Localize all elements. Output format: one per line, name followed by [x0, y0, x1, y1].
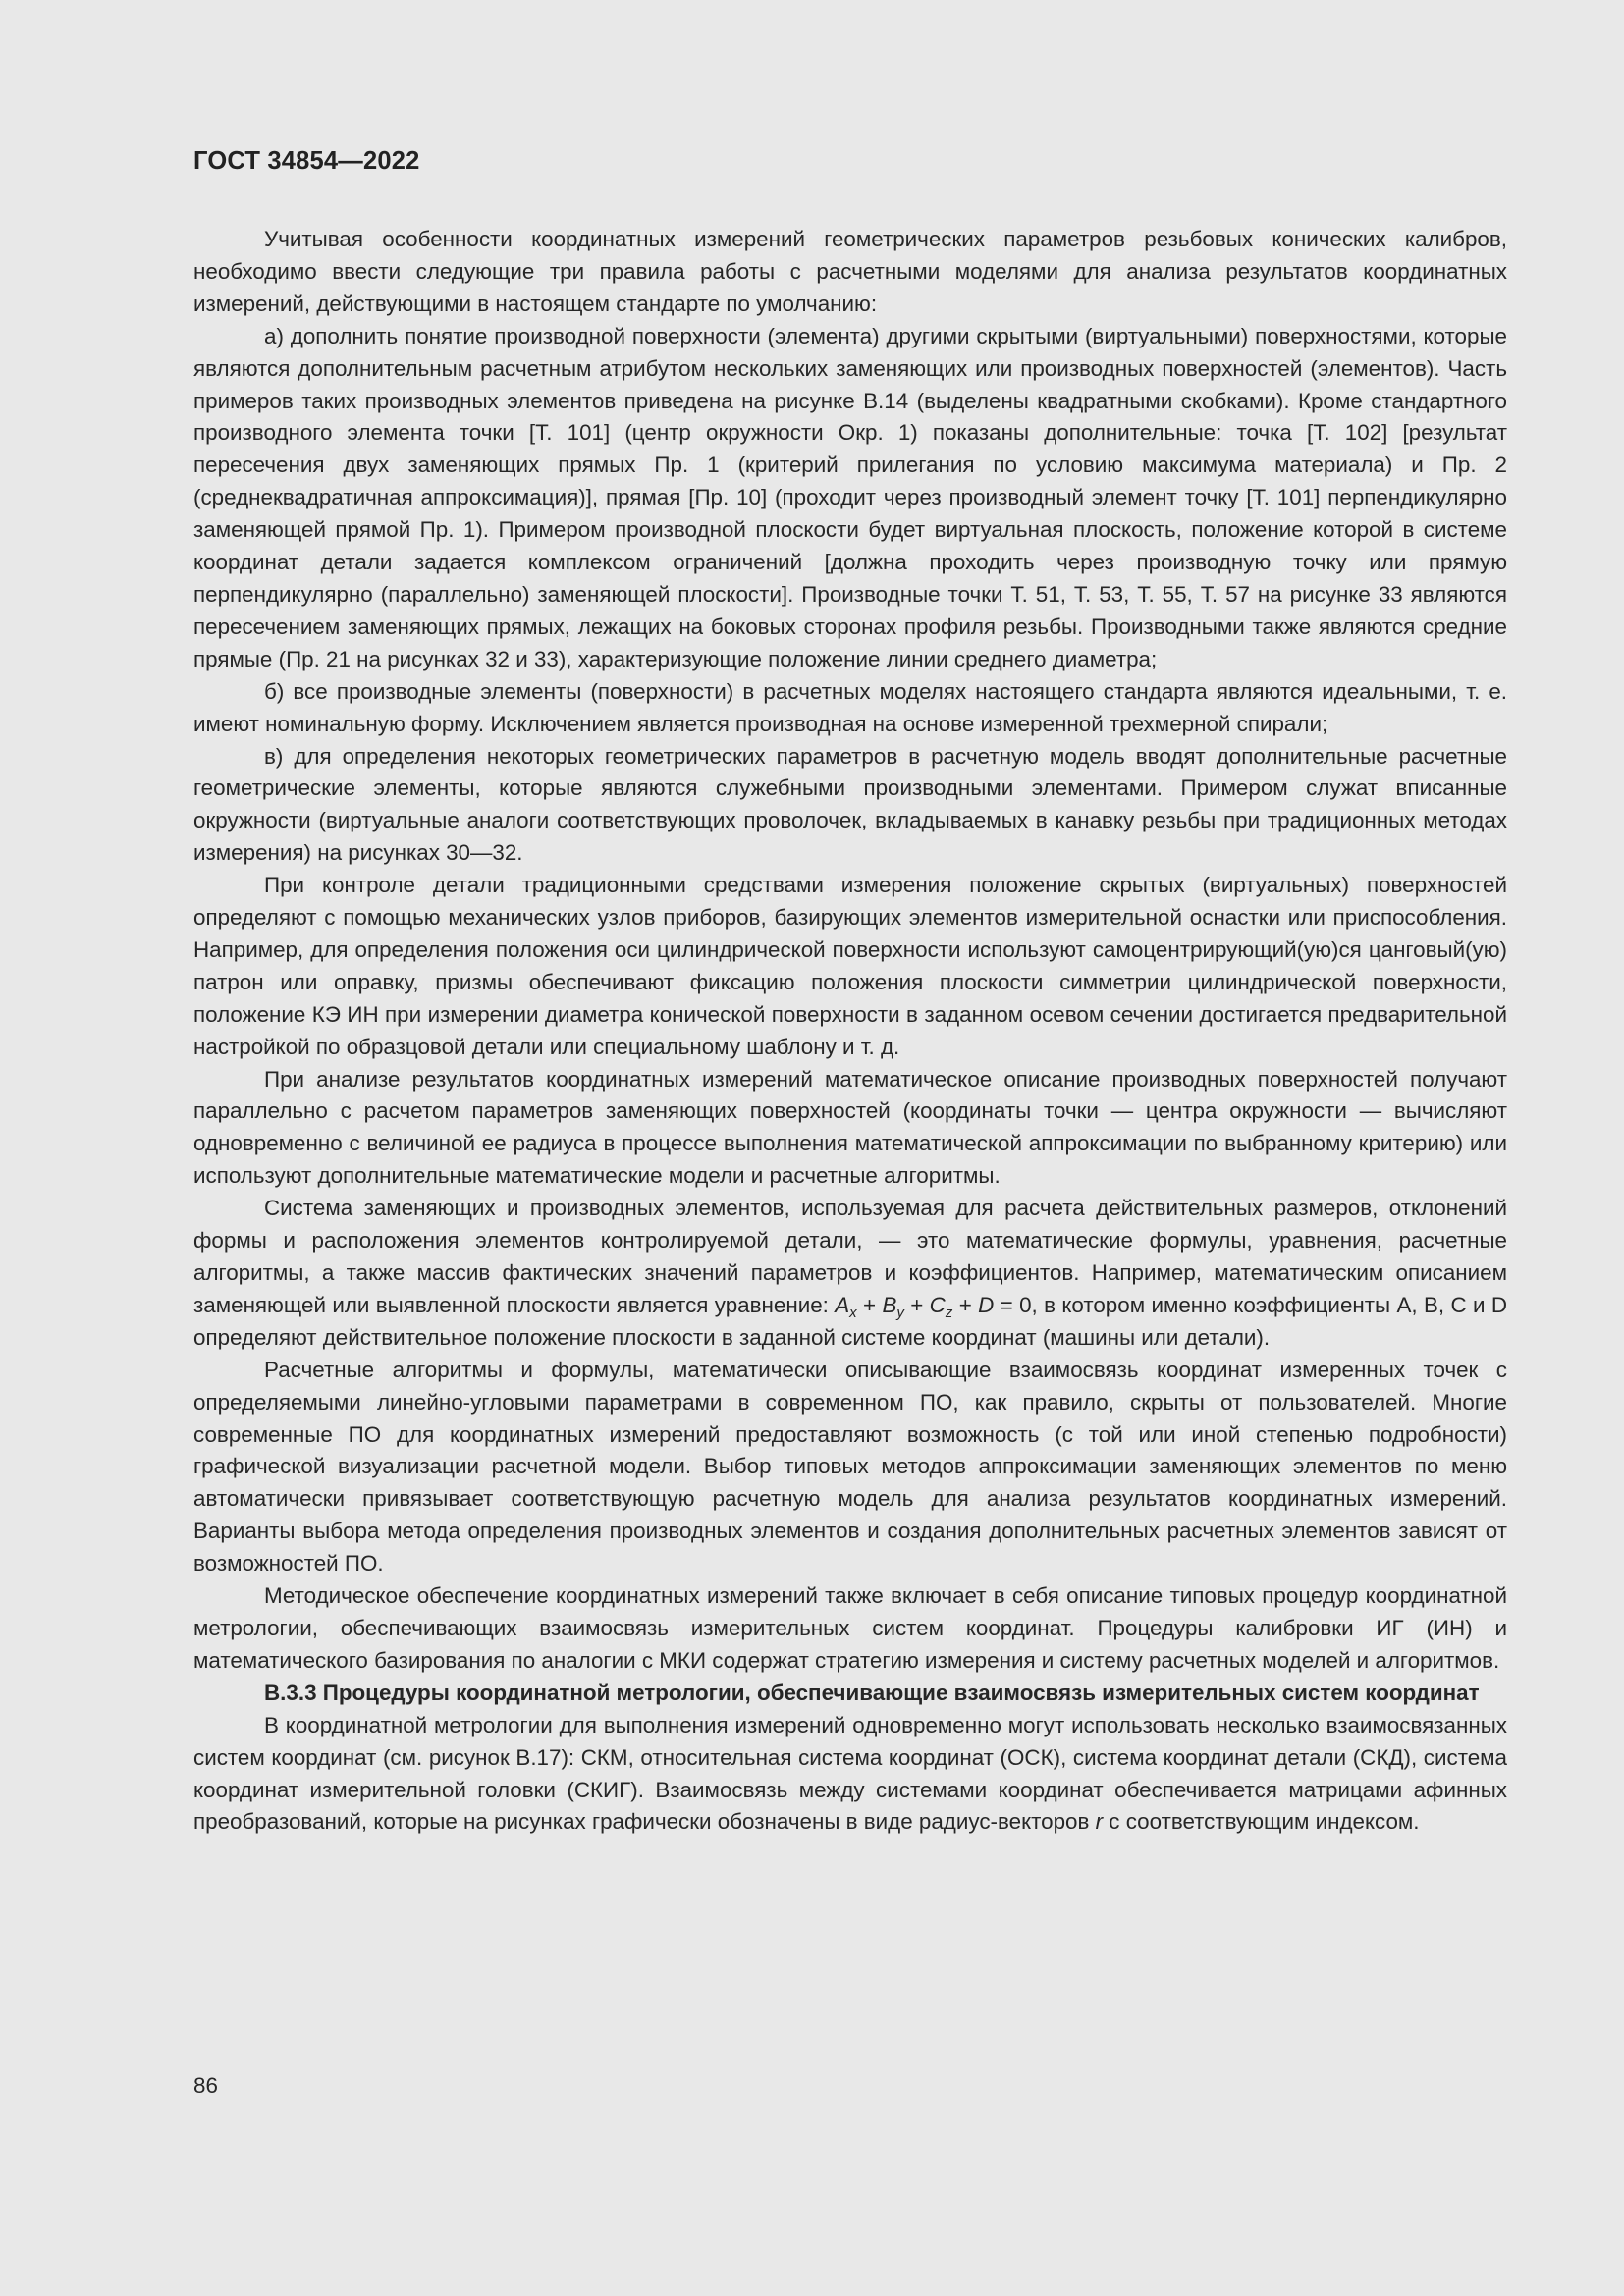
- paragraph-intro: Учитывая особенности координатных измерений геометрических параметров резьбовых конических калибров, необходимо ввести следующие три правила работы с расчетными моделями для анализа результатов координатных измерений, действующими в настоящем стандарте по умолчанию:: [193, 227, 1507, 316]
- plane-equation: $A_x$: [835, 1292, 857, 1321]
- page-number: 86: [193, 2073, 218, 2098]
- paragraph-rule-c: в) для определения некоторых геометрических параметров в расчетную модель вводят дополнительные расчетные геометрические элементы, которые являются служебными производными элементами. Примером служат вписанные окружности (виртуальные аналоги соответствующих проволочек, вкладываемых в канавку резьбы при традиционных методах измерения) на рисунках 30—32.: [193, 743, 1507, 866]
- equation-text-after: , в котором именно коэффициенты A, B, C и D определяют действительное положение плоскости в заданной системе координат (машины или детали).: [193, 1292, 1507, 1350]
- body-text: [193, 224, 1507, 1839]
- paragraph-algorithms: Расчетные алгоритмы и формулы, математически описывающие взаимосвязь координат измеренных точек с определяемыми линейно-угловыми параметрами в современном ПО, как правило, скрыты от пользователей. Многие современные ПО для координатных измерений предоставляют возможность (с той или иной степенью подробности) графической визуализации расчетной модели. Выбор типовых методов аппроксимации заменяющих элементов по меню автоматически привязывает соответствующую расчетную модель для анализа результатов координатных измерений. Варианты выбора метода определения производных элементов и создания дополнительных расчетных элементов зависят от возможностей ПО.: [193, 1357, 1507, 1576]
- paragraph-analysis: При анализе результатов координатных измерений математическое описание производных поверхностей получают параллельно с расчетом параметров заменяющих поверхностей (координаты точки — центра окружности — вычисляют одновременно с величиной ее радиуса в процессе выполнения математической аппроксимации по выбранному критерию) или используют дополнительные математические модели и расчетные алгоритмы.: [193, 1066, 1507, 1189]
- section-heading: В.3.3 Процедуры координатной метрологии, обеспечивающие взаимосвязь измерительных систем координат: [264, 1680, 1480, 1705]
- paragraph-methodology: Методическое обеспечение координатных измерений также включает в себя описание типовых процедур координатной метрологии, обеспечивающих взаимосвязь измерительных систем координат. Процедуры калибровки ИГ (ИН) и математического базирования по аналогии с МКИ содержат стратегию измерения и систему расчетных моделей и алгоритмов.: [193, 1583, 1507, 1673]
- paragraph-traditional-control: При контроле детали традиционными средствами измерения положение скрытых (виртуальных) поверхностей определяют с помощью механических узлов приборов, базирующих элементов измерительной оснастки или приспособления. Например, для определения положения оси цилиндрической поверхности используют самоцентрирующий(ую)ся цанговый(ую) патрон или оправку, призмы обеспечивают фиксацию положения плоскости симметрии цилиндрической поверхности, положение КЭ ИН при измерении диаметра конической поверхности в заданном осевом сечении достигается предварительной настройкой по образцовой детали или специальному шаблону и т. д.: [193, 873, 1507, 1059]
- paragraph-rule-b: б) все производные элементы (поверхности) в расчетных моделях настоящего стандарта являются идеальными, т. е. имеют номинальную форму. Исключением является производная на основе измеренной трехмерной спирали;: [193, 678, 1507, 736]
- radius-vector-symbol: r: [1095, 1809, 1104, 1835]
- paragraph-coordinate-systems: В координатной метрологии для выполнения измерений одновременно могут использовать несколько взаимосвязанных систем координат (см. рисунок В.17): СКМ, относительная система координат (ОСК), система координат детали (СКД), система координат измерительной головки (СКИГ). Взаимосвязь между системами координат обеспечивается матрицами афинных преобразований, которые на рисунках графически обозначены в виде радиус-векторов r с соответствующим индексом.: [193, 1712, 1507, 1835]
- paragraph-equation: Система заменяющих и производных элементов, используемая для расчета действительных размеров, отклонений формы и расположения элементов контролируемой детали, — это математические формулы, уравнения, расчетные алгоритмы, а также массив фактических значений параметров и коэффициентов. Например, математическим описанием заменяющей или выявленной плоскости является уравнение: $A_x + B_y + C_z + D = 0$, в котором именно коэффициенты A, B, C и D определяют действительное положение плоскости в заданной системе координат (машины или детали).: [193, 1196, 1507, 1350]
- paragraph-rule-a: а) дополнить понятие производной поверхности (элемента) другими скрытыми (виртуальными) поверхностями, которые являются дополнительным расчетным атрибутом нескольких заменяющих или производных поверхностей (элементов). Часть примеров таких производных элементов приведена на рисунке В.14 (выделены квадратными скобками). Кроме стандартного производного элемента точки [Т. 101] (центр окружности Окр. 1) показаны дополнительные: точка [Т. 102] [результат пересечения двух заменяющих прямых Пр. 1 (критерий прилегания по условию максимума материала) и Пр. 2 (среднеквадратичная аппроксимация)], прямая [Пр. 10] (проходит через производный элемент точку [Т. 101] перпендикулярно заменяющей прямой Пр. 1). Примером производной плоскости будет виртуальная плоскость, положение которой в системе координат детали задается комплексом ограничений [должна проходить через производную точку или прямую перпендикулярно (параллельно) заменяющей плоскости]. Производные точки Т. 51, Т. 53, Т. 55, Т. 57 на рисунке 33 являются пересечением заменяющих прямых, лежащих на боковых сторонах профиля резьбы. Производными также являются средние прямые (Пр. 21 на рисунках 32 и 33), характеризующие положение линии среднего диаметра;: [193, 323, 1507, 671]
- equation-text-before: Система заменяющих и производных элементов, используемая для расчета действительных размеров, отклонений формы и расположения элементов контролируемой детали, — это математические формулы, уравнения, расчетные алгоритмы, а также массив фактических значений параметров и коэффициентов. Например, математическим описанием заменяющей или выявленной плоскости является уравнение:: [193, 1196, 1507, 1317]
- standard-header: ГОСТ 34854—2022: [193, 147, 420, 175]
